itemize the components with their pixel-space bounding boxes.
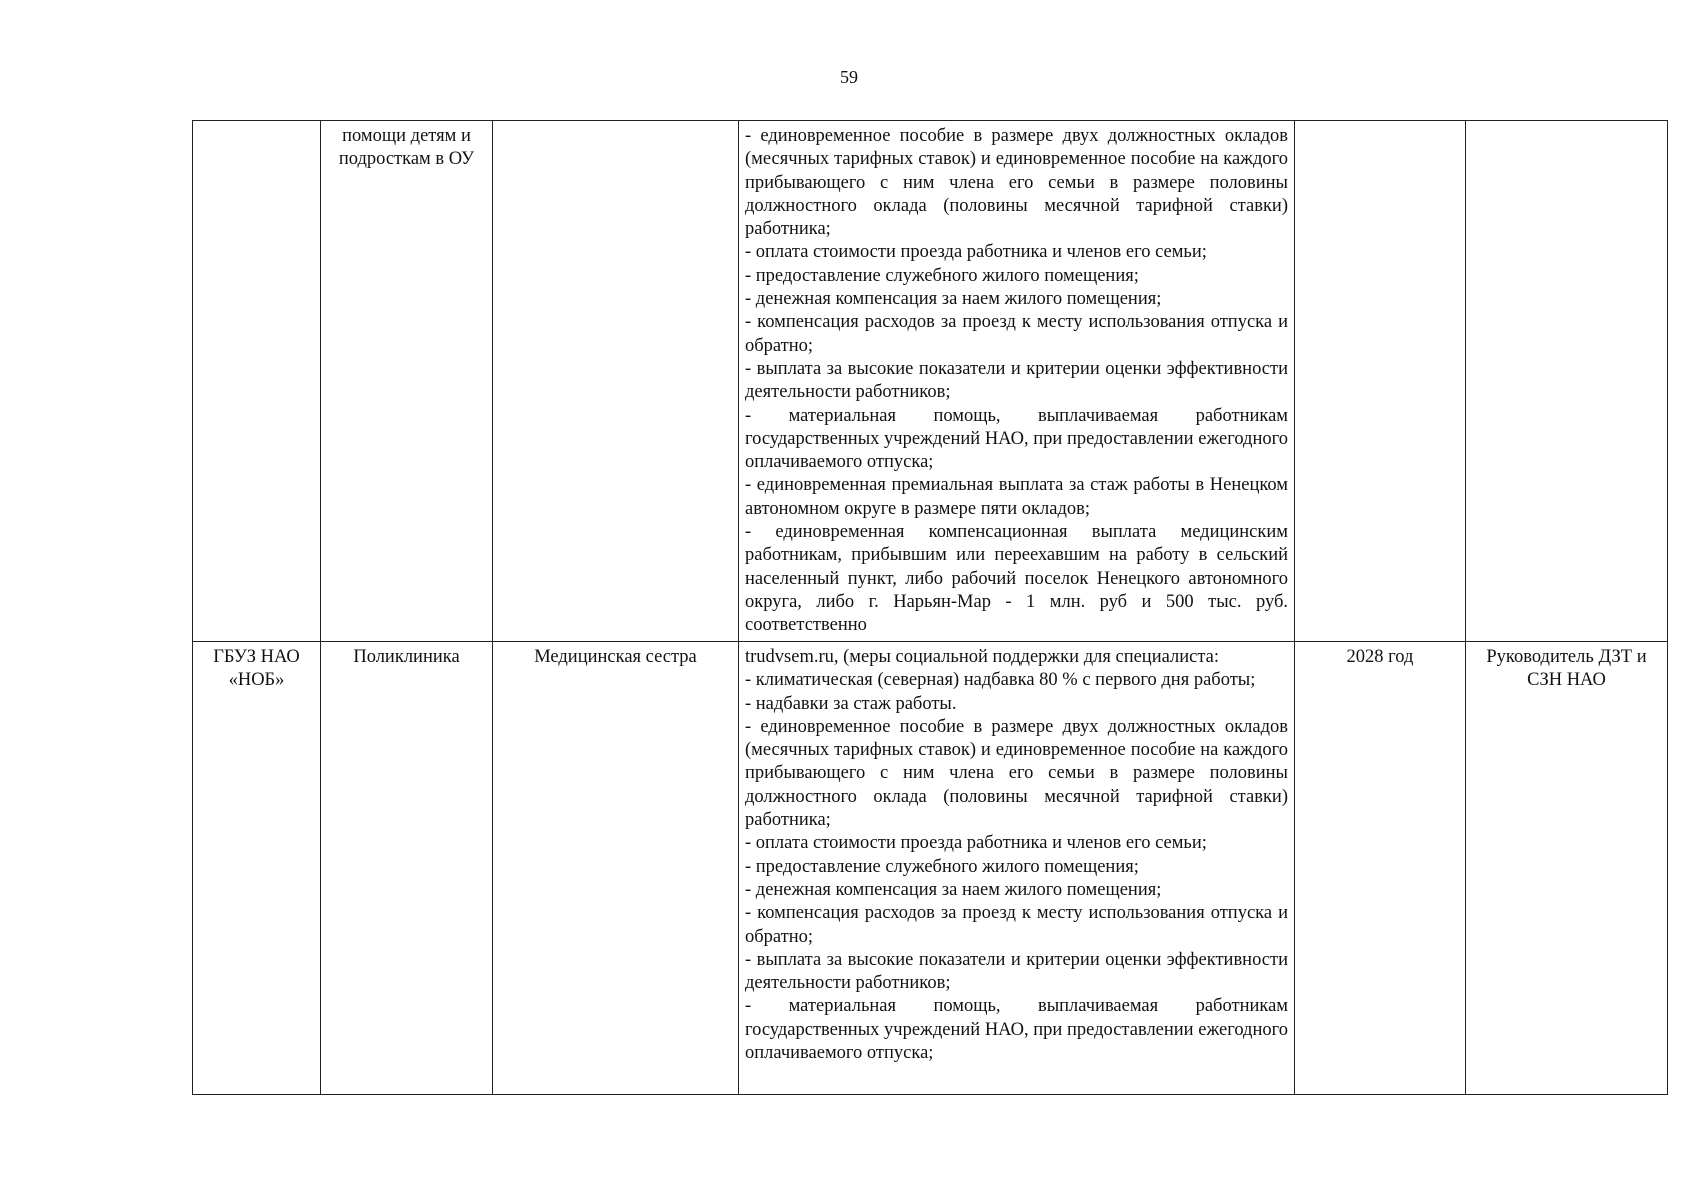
deadline-cell [1295,121,1466,642]
measure-item: - оплата стоимости проезда работника и членов его семьи; [745,242,1207,263]
measures-table [192,120,1668,1095]
organization-cell [193,121,321,642]
page-number: 59 [840,67,858,87]
measures-cell [739,121,1295,642]
measure-item: - материальная помощь, выплачиваемая работникам государственных учреждений НАО, при предоставлении ежегодного оплачиваемого отпуска; [745,405,1288,473]
measure-item: - компенсация расходов за проезд к месту использования отпуска и обратно; [745,312,1288,356]
measure-item: - предоставление служебного жилого помещения; [745,856,1139,877]
position-cell: Медицинская сестра [493,642,739,1095]
measure-item: - климатическая (северная) надбавка 80 % с первого дня работы; [745,670,1256,691]
measure-item: - выплата за высокие показатели и критерии оценки эффективности деятельности работников; [745,358,1288,403]
deadline-cell: 2028 год [1295,642,1466,1095]
measure-item: - единовременное пособие в размере двух должностных окладов (месячных тарифных ставок) и единовременное пособие на каждого прибывающего с ним члена его семьи в размере половины должностного оклада (половины месячной тарифной ставки) работника; [745,126,1288,240]
measure-item: - выплата за высокие показатели и критерии оценки эффективности деятельности работников; [745,949,1288,994]
measure-item: trudvsem.ru, (меры социальной поддержки для специалиста: [745,647,1219,667]
measures-cell [739,642,1295,1095]
unit-cell: помощи детям и подросткам в ОУ [321,121,493,642]
measure-item: - единовременное пособие в размере двух должностных окладов (месячных тарифных ставок) и единовременное пособие на каждого прибывающего с ним члена его семьи в размере половины должностного оклада (половины месячной тарифной ставки) работника; [745,716,1288,831]
measure-item: - предоставление служебного жилого помещения; [745,265,1139,286]
position-cell [493,121,739,642]
unit-cell: Поликлиника [321,642,493,1095]
organization-cell: ГБУЗ НАО «НОБ» [193,642,321,1095]
measure-item: - денежная компенсация за наем жилого помещения; [745,879,1162,900]
measure-item: - денежная компенсация за наем жилого помещения; [745,289,1162,310]
responsible-cell [1466,121,1668,642]
measure-item: - надбавки за стаж работы. [745,693,957,714]
measure-item: - единовременная компенсационная выплата медицинским работникам, прибывшим или переехавшим на работу в сельский населенный пункт, либо рабочий поселок Ненецкого автономного округа, либо г. Нарьян-Мар - 1 млн. руб и 500 тыс. руб. соответственно [745,522,1288,636]
measure-item: - материальная помощь, выплачиваемая работникам государственных учреждений НАО, при предоставлении ежегодного оплачиваемого отпуска; [745,996,1288,1064]
table-row [193,121,1668,642]
measure-item: - оплата стоимости проезда работника и членов его семьи; [745,833,1207,854]
measure-item: - единовременная премиальная выплата за стаж работы в Ненецком автономном округе в размере пяти окладов; [745,475,1288,519]
table-row [193,642,1668,1095]
responsible-cell: Руководитель ДЗТ и СЗН НАО [1466,642,1668,1095]
measure-item: - компенсация расходов за проезд к месту использования отпуска и обратно; [745,903,1288,947]
